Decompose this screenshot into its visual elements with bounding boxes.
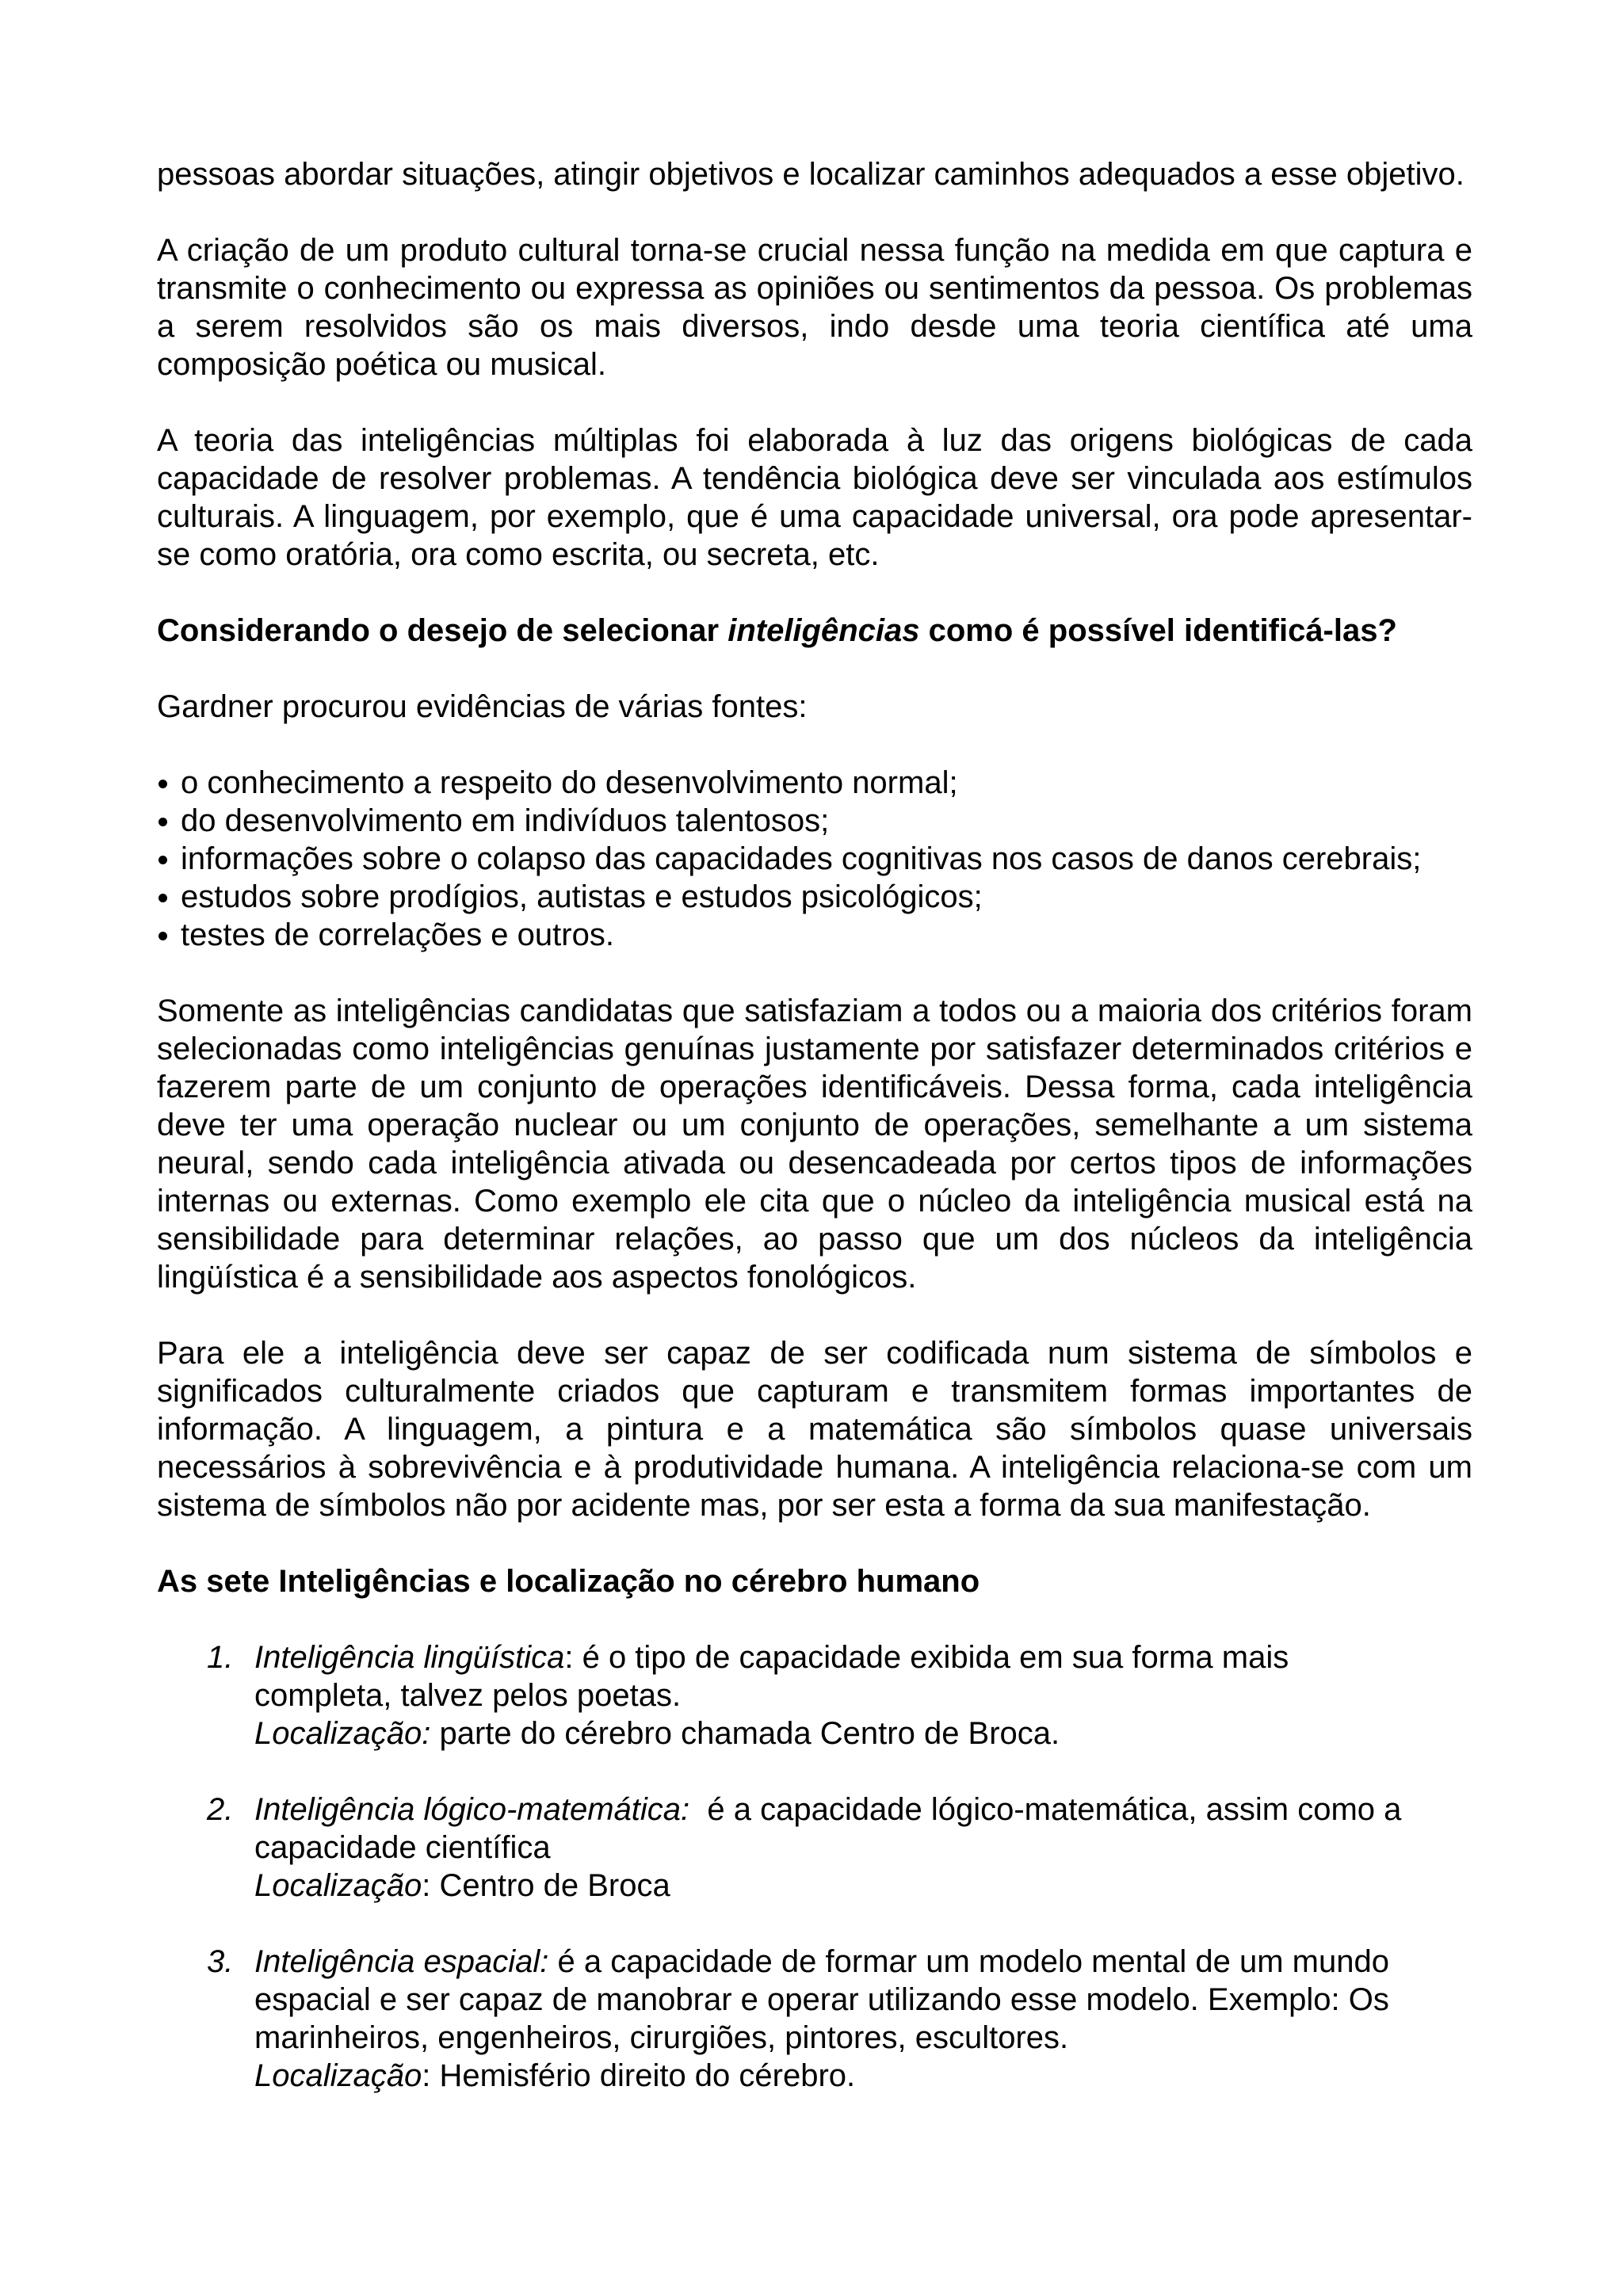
location-label: Localização <box>254 2058 422 2093</box>
list-item: do desenvolvimento em indivíduos talentosos; <box>157 802 1472 840</box>
location-label: Localização <box>254 1868 422 1903</box>
bullet-icon <box>158 894 167 902</box>
list-item: testes de correlações e outros. <box>157 916 1472 954</box>
intelligence-name: Inteligência espacial: <box>254 1944 549 1979</box>
heading-seven-intelligences: As sete Inteligências e localização no cérebro humano <box>157 1564 980 1599</box>
paragraph-intro-continuation: pessoas abordar situações, atingir objetivos e localizar caminhos adequados a esse objetivo. <box>157 157 1465 192</box>
intelligence-name: Inteligência lingüística <box>254 1640 565 1675</box>
intelligence-linguistic: 1. Inteligência lingüística: é o tipo de capacidade exibida em sua forma mais completa, talvez pelos poetas. Localização: parte do cérebro chamada Centro de Broca. <box>207 1640 1289 1751</box>
list-number: 2. <box>207 1792 234 1827</box>
paragraph-cultural-product: A criação de um produto cultural torna-se crucial nessa função na medida em que captura e transmite o conhecimento ou expressa as opiniões ou sentimentos da pessoa. Os problemas a serem resolvidos são os mais diversos, indo desde uma teoria científica até uma composição poética ou musical. <box>157 233 1472 382</box>
intelligence-name: Inteligência lógico-matemática: <box>254 1792 690 1827</box>
paragraph-gardner-sources: Gardner procurou evidências de várias fontes: <box>157 689 808 724</box>
location-label: Localização: <box>254 1716 431 1751</box>
evidence-sources-list <box>157 764 1472 954</box>
paragraph-multiple-intelligences-theory: A teoria das inteligências múltiplas foi elaborada à luz das origens biológicas de cada capacidade de resolver problemas. A tendência biológica deve ser vinculada aos estímulos culturais. A linguagem, por exemplo, que é uma capacidade universal, ora pode apresentar-se como oratória, ora como escrita, ou secreta, etc. <box>157 423 1472 572</box>
intelligence-logical-mathematical: 2. Inteligência lógico-matemática: é a capacidade lógico-matemática, assim como a capacidade científica Localização: Centro de Broca <box>207 1792 1402 1903</box>
paragraph-symbol-systems: Para ele a inteligência deve ser capaz de ser codificada num sistema de símbolos e significados culturalmente criados que capturam e transmitem formas importantes de informação. A linguagem, a pintura e a matemática são símbolos quase universais necessários à sobrevivência e à produtividade humana. A inteligência relaciona-se com um sistema de símbolos não por acidente mas, por ser esta a forma da sua manifestação. <box>157 1336 1472 1523</box>
document-body <box>157 155 1472 2133</box>
list-number: 1. <box>207 1640 234 1675</box>
list-number: 3. <box>207 1944 234 1979</box>
bullet-icon <box>158 780 167 788</box>
paragraph-selection-criteria: Somente as inteligências candidatas que satisfaziam a todos ou a maioria dos critérios foram selecionadas como inteligências genuínas justamente por satisfazer determinados critérios e fazerem parte de um conjunto de operações identificáveis. Dessa forma, cada inteligência deve ter uma operação nuclear ou um conjunto de operações, semelhante a um sistema neural, sendo cada inteligência ativada ou desencadeada por certos tipos de informações internas ou externas. Como exemplo ele cita que o núcleo da inteligência musical está na sensibilidade para determinar relações, ao passo que um dos núcleos da inteligência lingüística é a sensibilidade aos aspectos fonológicos. <box>157 994 1472 1295</box>
list-item: o conhecimento a respeito do desenvolvimento normal; <box>157 764 1472 802</box>
bullet-icon <box>158 932 167 940</box>
intelligences-list <box>157 1638 1472 2095</box>
bullet-icon <box>158 856 167 864</box>
list-item: estudos sobre prodígios, autistas e estudos psicológicos; <box>157 878 1472 916</box>
bullet-icon <box>158 818 167 826</box>
list-item: informações sobre o colapso das capacidades cognitivas nos casos de danos cerebrais; <box>157 840 1472 878</box>
heading-identify-intelligences: Considerando o desejo de selecionar inteligências como é possível identificá-las? <box>157 613 1397 648</box>
intelligence-spatial: 3. Inteligência espacial: é a capacidade de formar um modelo mental de um mundo espacial e ser capaz de manobrar e operar utilizando esse modelo. Exemplo: Os marinheiros, engenheiros, cirurgiões, pintores, escultores. Localização: Hemisfério direito do cérebro. <box>207 1944 1389 2093</box>
